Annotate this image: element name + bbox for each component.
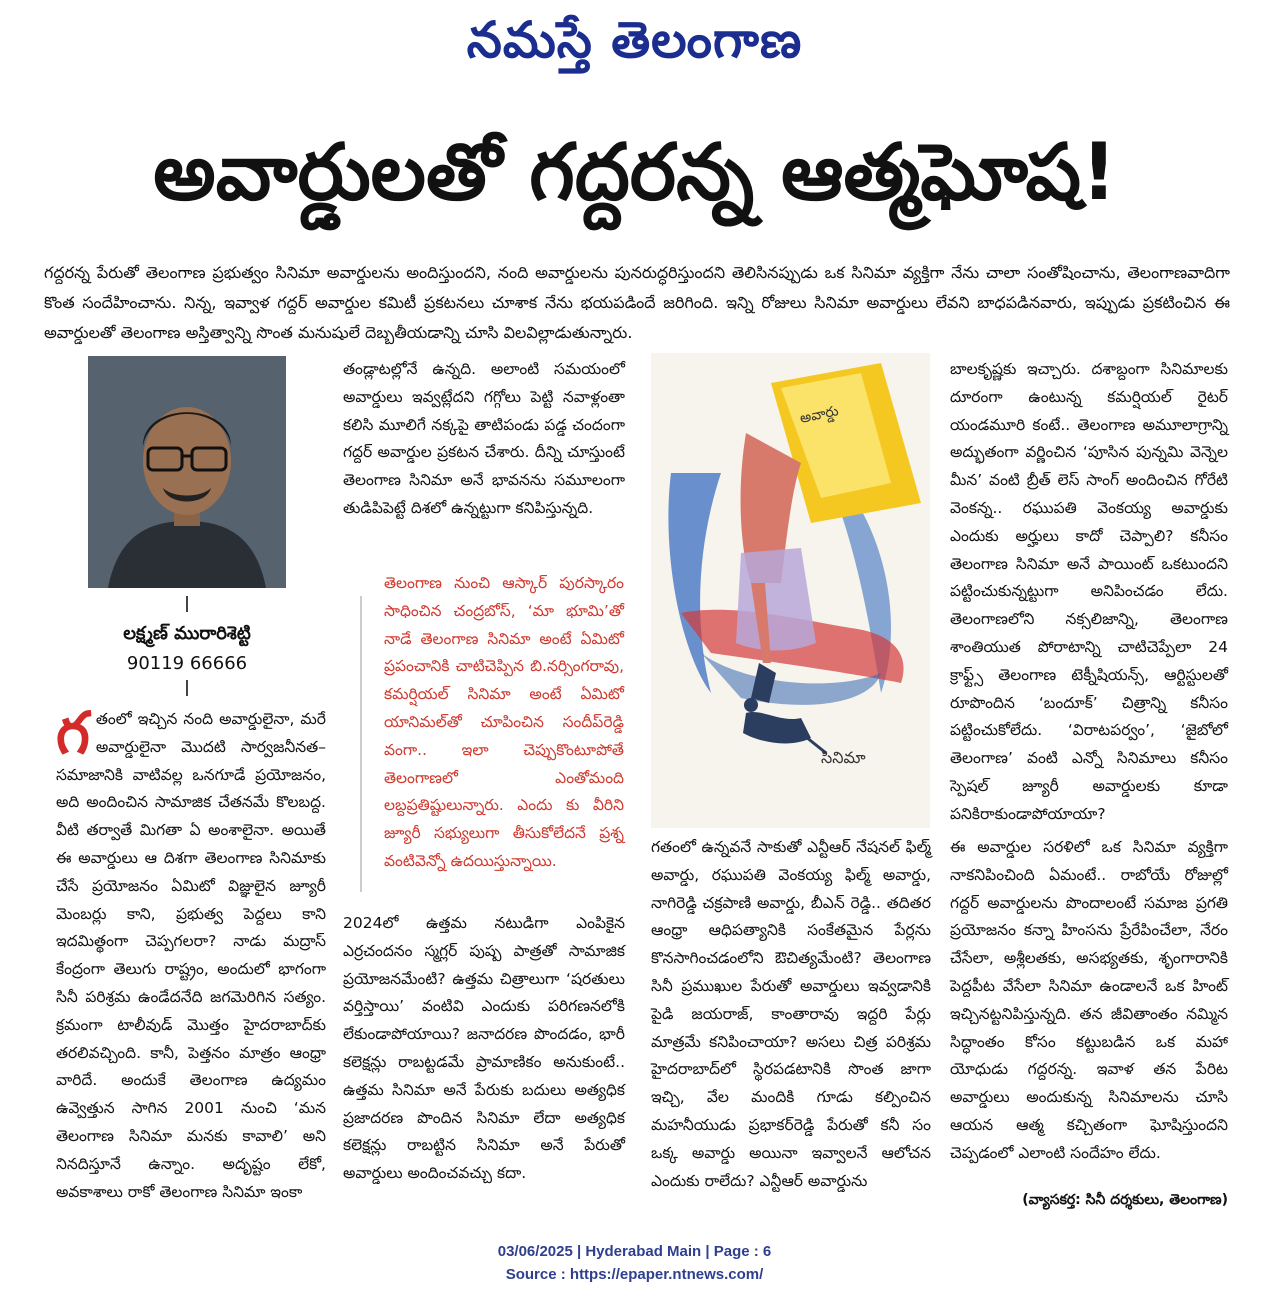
footer-source-link[interactable]: Source : https://epaper.ntnews.com/ [505, 1266, 764, 1283]
column-4-bottom [950, 834, 1228, 1168]
column-2-bottom [343, 910, 625, 1188]
column-2-bottom-text: 2024లో ఉత్తమ నటుడిగా ఎంపికైన ఎర్రచందనం స్మగ్లర్ పుష్ప పాత్రతో సామాజిక ప్రయోజనమేంటి? ఉత్తమ చిత్రాలుగా ‘షరతులు వర్తిస్తాయి’ వంటివి ఎందుకు పరిగణనలోకి లేకుండాపోయాయి? జనాదరణ పొందడం, భారీ కలెక్షన్లు రాబట్టడమే ప్రామాణికం అనుకుంటే.. ఉత్తమ సినిమా అనే పేరుకు బదులు అత్యధిక ప్రజాదరణ పొందిన సినిమా లేదా అత్యధిక కలెక్షన్లు రాబట్టిన సినిమా అనే పేరుతో అవార్డులు అందించవచ్చు కదా. [343, 914, 625, 1183]
author-name: లక్ష్మణ్ మురారిశెట్టి [123, 623, 251, 644]
cartoon-signature: సినిమా [821, 748, 866, 767]
headline: అవార్డులతో గద్దరన్న ఆత్మఘోష! [153, 128, 1117, 218]
author-divider-bottom [186, 680, 188, 696]
pullquote-bar [360, 596, 362, 892]
column-4-bottom-text: ఈ అవార్డుల సరళిలో ఒక సినిమా వ్యక్తిగా నాకనిపించింది ఏమంటే.. రాబోయే రోజుల్లో గద్దర్ అవార్డులను పొందాలంటే సమాజ ప్రగతి ప్రయోజనం కన్నా హింసను ప్రేరేపించేలా, నేరం చేసేలా, అశ్లీలతకు, అసభ్యతకు, శృంగారానికి పెద్దపీట వేసేలా సినిమా ఉండాలనే ఒక హింట్ ఇచ్చినట్టనిపిస్తున్నది. తన జీవితాంతం నమ్మిన సిద్ధాంతం కోసం కట్టుబడిన ఒక మహా యోధుడు గద్దరన్న. ఇవాళ తన పేరిట అవార్డులు అందుకున్న సినిమాలను చూసి ఆయన ఆత్మ కచ్చితంగా ఘోషిస్తుందని చెప్పడంలో ఎలాంటి సందేహం లేదు. [950, 838, 1228, 1162]
column-1 [56, 699, 326, 1206]
footer-date-edition: 03/06/2025 | Hyderabad Main | Page : 6 [497, 1243, 772, 1260]
column-4-top-text: బాలకృష్ణకు ఇచ్చారు. దశాబ్దంగా సినిమాలకు దూరంగా ఉంటున్న కమర్షియల్ రైటర్ యండమూరి కంటే.. తెలంగాణ అమూలాగ్రాన్ని అద్భుతంగా వర్ణించిన ‘పూసిన పున్నమి వెన్నెల మీన’ వంటి బ్రీత్ లెస్ సాంగ్ అందించిన గోరేటి వెంకన్న.. రఘుపతి వెంకయ్య అవార్డుకు ఎందుకు అర్హులు కాదో చెప్పాలి? కనీసం తెలంగాణ సినిమా అనే పాయింట్ ఒకటుందని పట్టించుకున్నట్టుగా అనిపించడం లేదు. తెలంగాణలోని నక్సలిజాన్ని, తెలంగాణ శాంతియుత పోరాటాన్ని చాటిచెప్పేలా 24 క్రాఫ్ట్స్ తెలంగాణ టెక్నీషియన్స్, ఆర్టిస్టులతో రూపొందిన ‘బందూక్’ చిత్రాన్ని కనీసం పట్టించుకోలేదు. ‘విరాటపర్వం’, ‘జైబోలో తెలంగాణ’ వంటి ఎన్నో సినిమాలు కనీసం స్పెషల్ జ్యూరీ అవార్డులకు కూడా పనికిరాకుండాపోయాయా? [950, 360, 1228, 823]
column-1-body: తంలో ఇచ్చిన నంది అవార్డులైనా, మరే అవార్డులైనా మొదటి సార్వజనీనత– సమాజానికి వాటివల్ల ఒనగూడే ప్రయోజనం, అది అందించిన సామాజిక చేతనమే కొలబద్ద. వీటి తర్వాతే మిగతా ఏ అంశాలైనా. అయితే ఈ అవార్డులు ఆ దిశగా తెలంగాణ సినిమాకు చేసే ప్రయోజనం ఏమిటో విజ్ఞులైన జ్యూరీ మెంబర్లు కాని, ప్రభుత్వ పెద్దలు కాని ఇదమిత్థంగా చెప్పగలరా? నాడు మద్రాస్ కేంద్రంగా తెలుగు రాష్ట్రం, అందులో భాగంగా సినీ పరిశ్రమ ఉండేదనేది జగమెరిగిన సత్యం. క్రమంగా టాలీవుడ్ మొత్తం హైదరాబాద్‌కు తరలివచ్చింది. కానీ, పెత్తనం మాత్రం ఆంధ్రా వారిదే. అందుకే తెలంగాణ ఉద్యమం ఉవ్వెత్తున సాగిన 2001 నుంచి ‘మన తెలంగాణ సినిమా మనకు కావాలి’ అని నినదిస్తూనే ఉన్నాం. అదృష్టం లేకో, అవకాశాలు రాకో తెలంగాణ సినిమా ఇంకా [56, 710, 326, 1201]
pullquote: తెలంగాణ నుంచి ఆస్కార్ పురస్కారం సాధించిన చంద్రబోస్, ‘మా భూమి’తో నాడే తెలంగాణ సినిమా అంటే ఏమిటో ప్రపంచానికి చాటిచెప్పిన బి.నర్సింగరావు, కమర్షియల్ సినిమా అంటే ఏమిటో యానిమల్‌తో చూపించిన సందీప్‌రెడ్డి వంగా.. ఇలా చెప్పుకొంటూపోతే తెలంగాణలో ఎంతోమంది లబ్దప్రతిష్టులున్నారు. ఎందు కు వీరిని జ్యూరీ సభ్యులుగా తీసుకోలేదనే ప్రశ్న వంటివెన్నో ఉదయిస్తున్నాయి. [384, 574, 624, 870]
book-label: అవార్డు [798, 403, 841, 427]
column-3 [651, 834, 931, 1195]
column-2-top [343, 356, 625, 523]
author-divider-top [186, 596, 188, 612]
author-byline: (వ్యాసకర్త: సినీ దర్శకులు, తెలంగాణ) [1022, 1192, 1228, 1208]
column-2-top-text: తండ్లాటల్లోనే ఉన్నది. అలాంటి సమయంలో అవార్డులు ఇవ్వట్లేదని గగ్గోలు పెట్టి నవాళ్లంతా కలిసి మూలిగే నక్కపై తాటిపండు పడ్డ చందంగా గద్దర్ అవార్డుల ప్రకటన చేశారు. దీన్ని చూస్తుంటే తెలంగాణ సినిమా అనే భావనను సమూలంగా తుడిపిపెట్టే దిశలో ఉన్నట్టుగా కనిపిస్తున్నది. [343, 360, 625, 517]
intro-paragraph: గద్దరన్న పేరుతో తెలంగాణ ప్రభుత్వం సినిమా అవార్డులను అందిస్తుందని, నంది అవార్డులను పునరుద్ధరిస్తుందని తెలిసినప్పుడు ఒక సినిమా వ్యక్తిగా నేను చాలా సంతోషించాను, తెలంగాణవాదిగా కొంత సందేహించాను. నిన్న, ఇవ్వాళ గద్దర్ అవార్డుల కమిటీ ప్రకటనలు చూశాక నేను భయపడిందే జరిగింది. ఇన్ని రోజులు సినిమా అవార్డులు లేవని బాధపడినవారు, ఇప్పుడు ప్రకటించిన ఈ అవార్డులతో తెలంగాణ అస్తిత్వాన్ని సొంత మనుషులే దెబ్బతీయడాన్ని చూసి విలవిల్లాడుతున్నారు. [44, 263, 1230, 342]
drop-cap: గ [56, 699, 90, 767]
cartoon-illustration [651, 353, 930, 828]
author-photo [88, 356, 286, 588]
masthead: నమస్తే తెలంగాణ [466, 10, 803, 69]
column-4-top [950, 356, 1228, 829]
column-1-text [56, 699, 326, 1206]
column-3-text: గతంలో ఉన్నవనే సాకుతో ఎన్టీఆర్ నేషనల్ ఫిల్మ్ అవార్డు, రఘుపతి వెంకయ్య ఫిల్మ్ అవార్డు, నాగిరెడ్డి చక్రపాణి అవార్డు, బీఎన్ రెడ్డి.. తదితర ఆంధ్రా ఆధిపత్యానికి సంకేతమైన పేర్లను కొనసాగించడంలోని ఔచిత్యమేంటి? తెలంగాణ సినీ ప్రముఖుల పేరుతో అవార్డులు ఇవ్వడానికి పైడి జయరాజ్, కాంతారావు ఇద్దరి పేర్లు మాత్రమే కనిపించాయా? అసలు చిత్ర పరిశ్రమ హైదరాబాద్‌లో స్థిరపడటానికి సొంత జాగా ఇచ్చి, వేల మందికి గూడు కల్పించిన మహనీయుడు ప్రభాకర్‌రెడ్డి పేరుతో కనీ సం ఒక్క అవార్డు అయినా ఇవ్వాలనే ఆలోచన ఎందుకు రాలేదు? ఎన్టీఆర్ అవార్డును [651, 838, 931, 1190]
author-phone: 90119 66666 [126, 653, 248, 674]
